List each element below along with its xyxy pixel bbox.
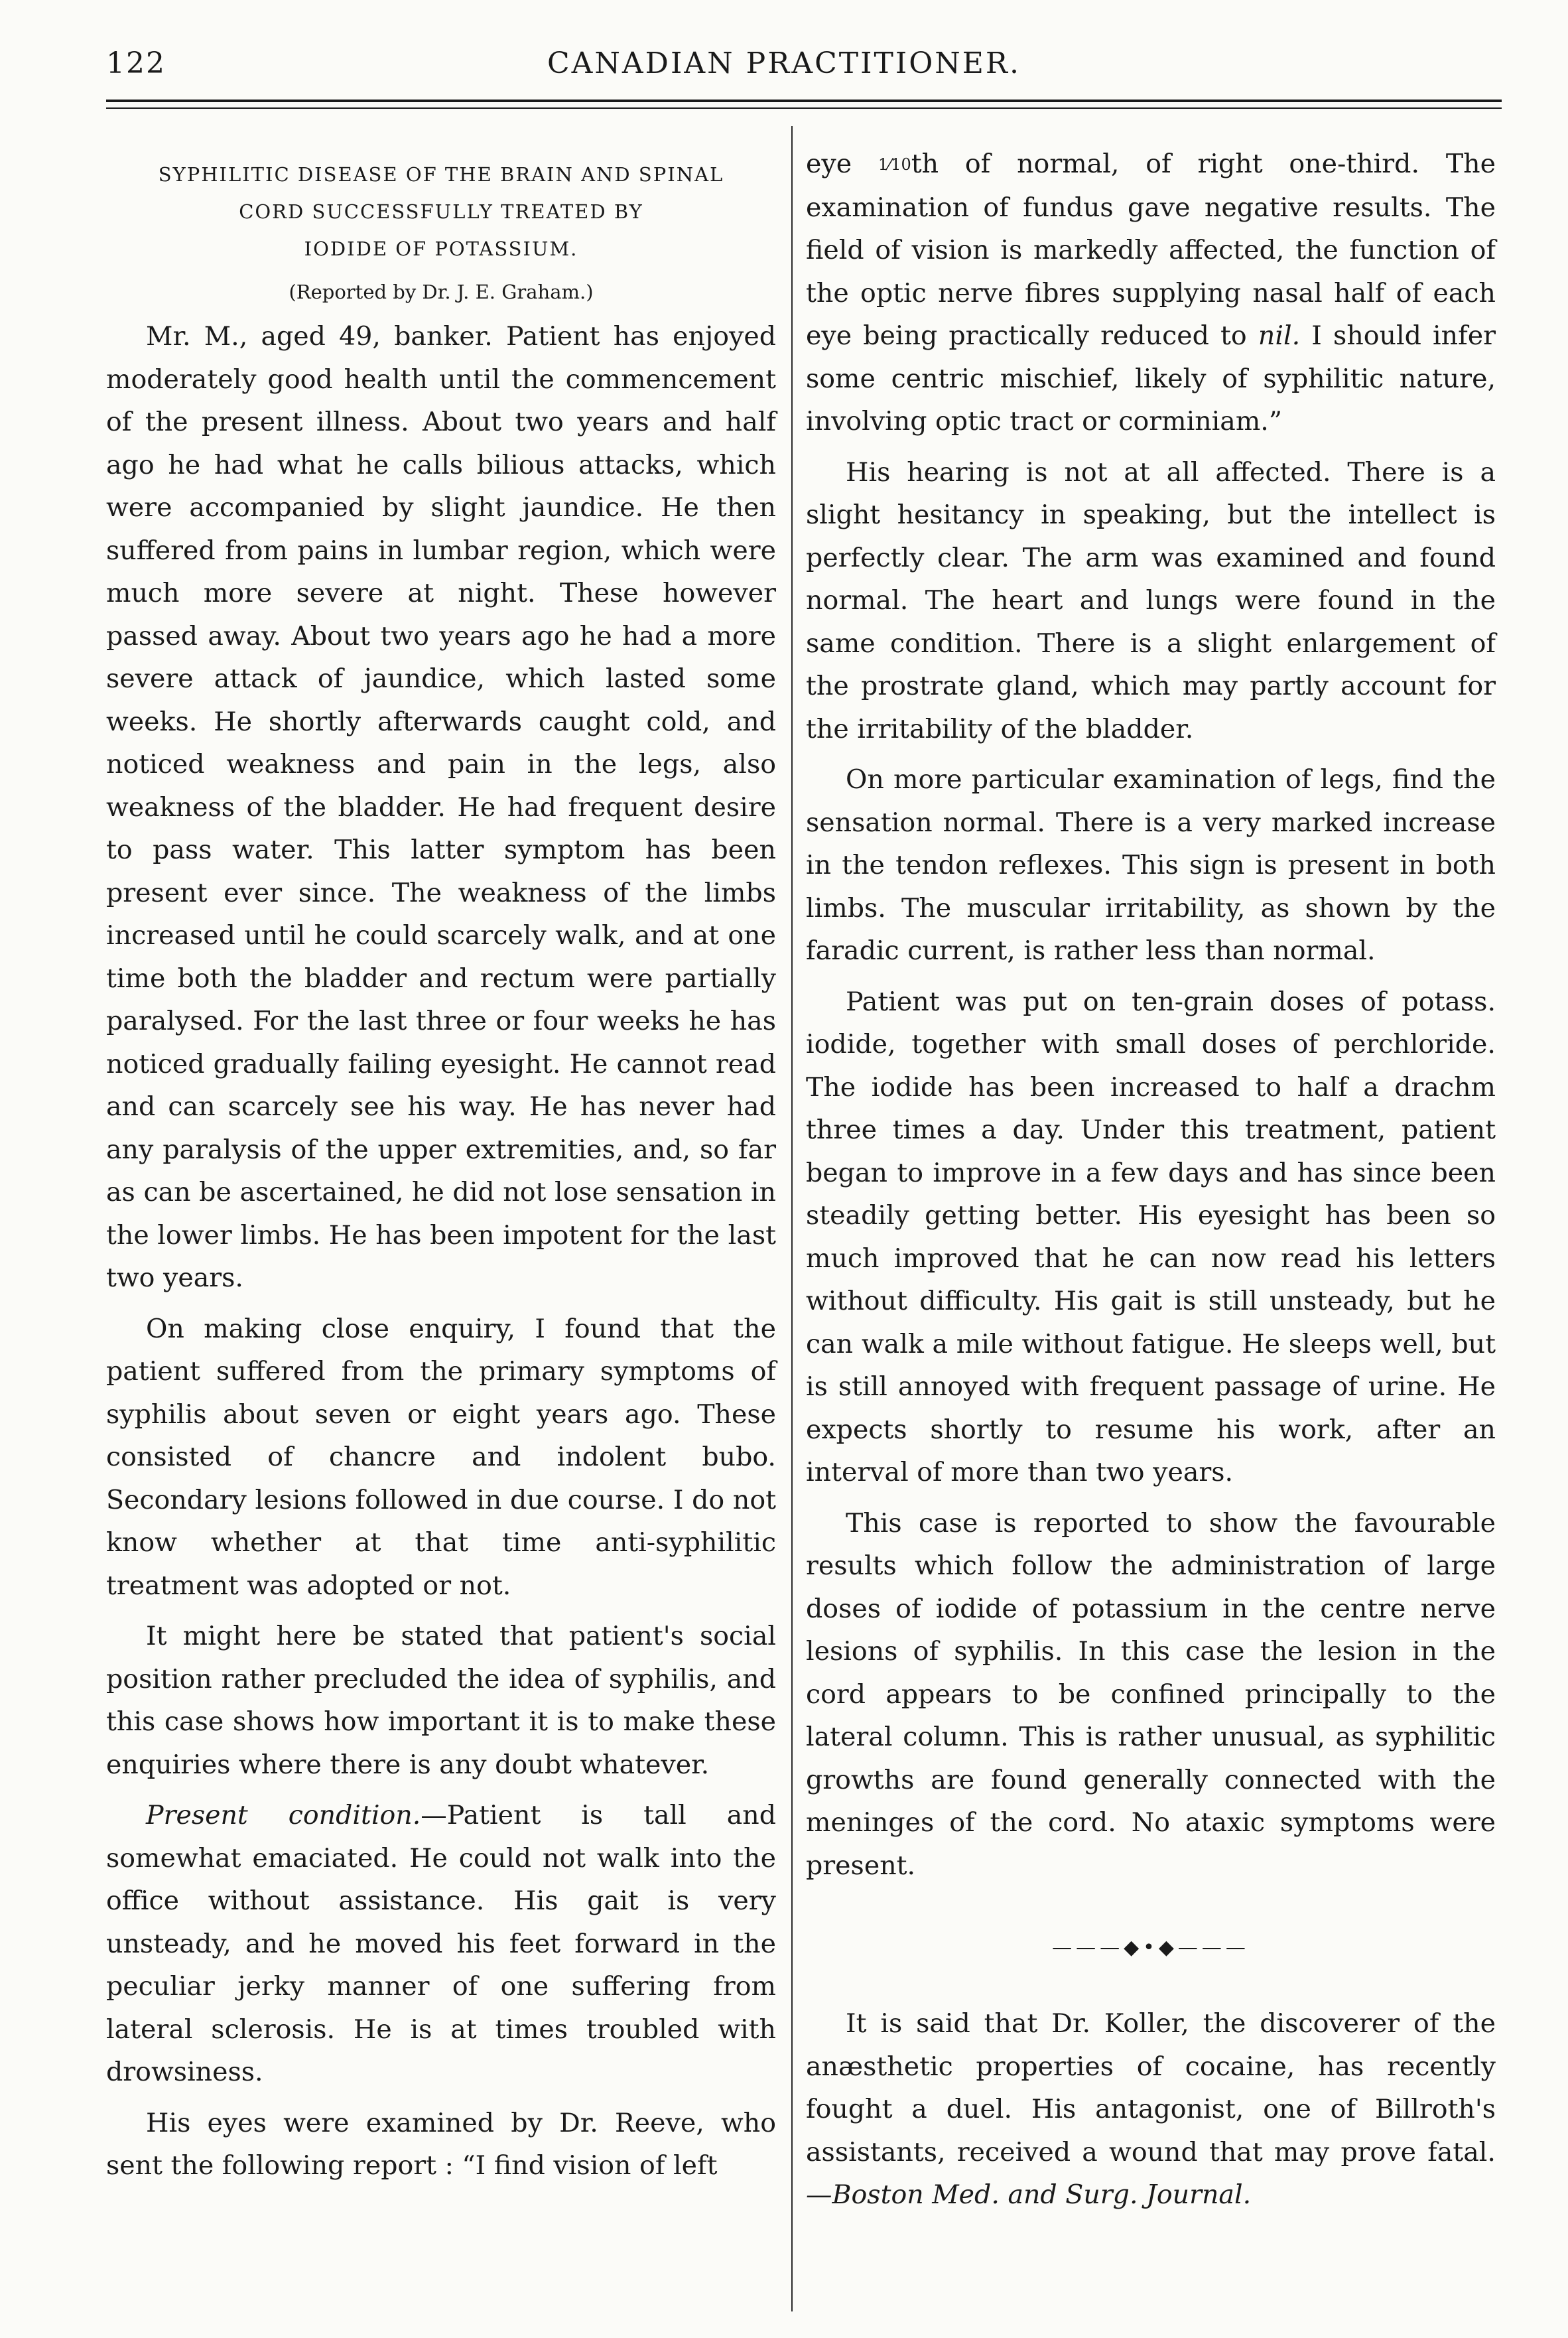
present-condition-text: —Patient is tall and somewhat emaciated. He could not walk into the office without assistance. His gait is very unsteady, and he moved his feet forward in the peculiar jerky manner of one suffering from lateral sclerosis. He is at times troubled with drowsiness. [106,1800,776,2087]
paragraph-continued [806,143,1496,443]
vision-fraction: 1⁄10 [878,155,911,174]
paragraph-present-condition [106,1794,776,2094]
right-column [806,143,1496,2217]
paragraph: This case is reported to show the favourable results which follow the administration of large doses of iodide of potassium in the centre nerve lesions of syphilis. In this case the lesion in the cord appears to be confined principally to the lateral column. This is rather unusual, as syphilitic growths are found generally connected with the meninges of the cord. No ataxic symptoms were present. [806,1507,1496,1881]
paragraph: On more particular examination of legs, find the sensation normal. There is a very marked increase in the tendon reflexes. This sign is present in both limbs. The muscular irritability, as shown by the faradic current, is rather less than normal. [806,764,1496,966]
present-condition-label: Present condition. [146,1800,421,1830]
article-title-line: CORD SUCCESSFULLY TREATED BY [239,200,643,223]
section-ornament: ———◆•◆——— [1052,1936,1250,1959]
paragraph: His hearing is not at all affected. There is a slight hesitancy in speaking, but the intellect is perfectly clear. The arm was examined and found normal. The heart and lungs were found in the same condition. There is a slight enlargement of the prostrate gland, which may partly account for the irritability of the bladder. [806,456,1496,744]
note-paragraph [806,2002,1496,2217]
continued-nil: nil. [1258,320,1301,351]
journal-title: CANADIAN PRACTITIONER. [547,46,1021,80]
article-title [106,156,776,267]
continued-prefix: eye [806,149,878,179]
continued-end: I should infer some centric mischief, likely of syphilitic nature, involving optic tract or corminiam.” [806,320,1496,437]
paragraph-eyes: His eyes were examined by Dr. Reeve, who sent the following report : “I find vision of left [106,2107,776,2181]
note-text: It is said that Dr. Koller, the discoverer of the anæsthetic properties of cocaine, has recently fought a duel. His antagonist, one of Billroth's assistants, received a wound that may prove fatal. [806,2008,1496,2167]
paragraph: Mr. M., aged 49, banker. Patient has enjoyed moderately good health until the commencement of the present illness. About two years and half ago he had what he calls bilious attacks, which were accompanied by slight jaundice. He then suffered from pains in lumbar region, which were much more severe at night. These however passed away. About two years ago he had a more severe attack of jaundice, which lasted some weeks. He shortly afterwards caught cold, and noticed weakness and pain in the legs, also weakness of the bladder. He had frequent desire to pass water. This latter symptom has been present ever since. The weakness of the limbs increased until he could scarcely walk, and at one time both the bladder and rectum were partially paralysed. For the last three or four weeks he has noticed gradually failing eyesight. He cannot read and can scarcely see his way. He has never had any paralysis of the upper extremities, and, so far as can be ascertained, he did not lose sensation in the lower limbs. He has been impotent for the last two years. [106,321,776,1293]
page-number: 122 [106,46,166,80]
note-source: —Boston Med. and Surg. Journal. [806,2179,1252,2210]
paragraph: On making close enquiry, I found that the patient suffered from the primary symptoms of syphilis about seven or eight years ago. These consisted of chancre and indolent bubo. Secondary lesions followed in due course. I do not know whether at that time anti-syphilitic treatment was adopted or not. [106,1313,776,1601]
continued-middle: th of normal, of right one-third. The examination of fundus gave negative results. The field of vision is markedly affected, the function of the optic nerve fibres supplying nasal half of each eye being practically reduced to [806,149,1496,351]
left-column [106,143,776,2187]
column-divider [791,126,793,2311]
header-rule-thin [106,107,1502,109]
article-byline: (Reported by Dr. J. E. Graham.) [289,281,594,303]
paragraph: It might here be stated that patient's social position rather precluded the idea of syphilis, and this case shows how important it is to make these enquiries where there is any doubt whatever. [106,1621,776,1780]
article-title-line: IODIDE OF POTASSIUM. [304,238,578,260]
paragraph: Patient was put on ten-grain doses of potass. iodide, together with small doses of perchloride. The iodide has been increased to half a drachm three times a day. Under this treatment, patient began to improve in a few days and has since been steadily getting better. His eyesight has been so much improved that he can now read his letters without difficulty. His gait is still unsteady, but he can walk a mile without fatigue. He sleeps well, but is still annoyed with frequent passage of urine. He expects shortly to resume his work, after an interval of more than two years. [806,986,1496,1487]
header-rule-thick [106,100,1502,102]
article-title-line: SYPHILITIC DISEASE OF THE BRAIN AND SPINAL [158,163,724,186]
